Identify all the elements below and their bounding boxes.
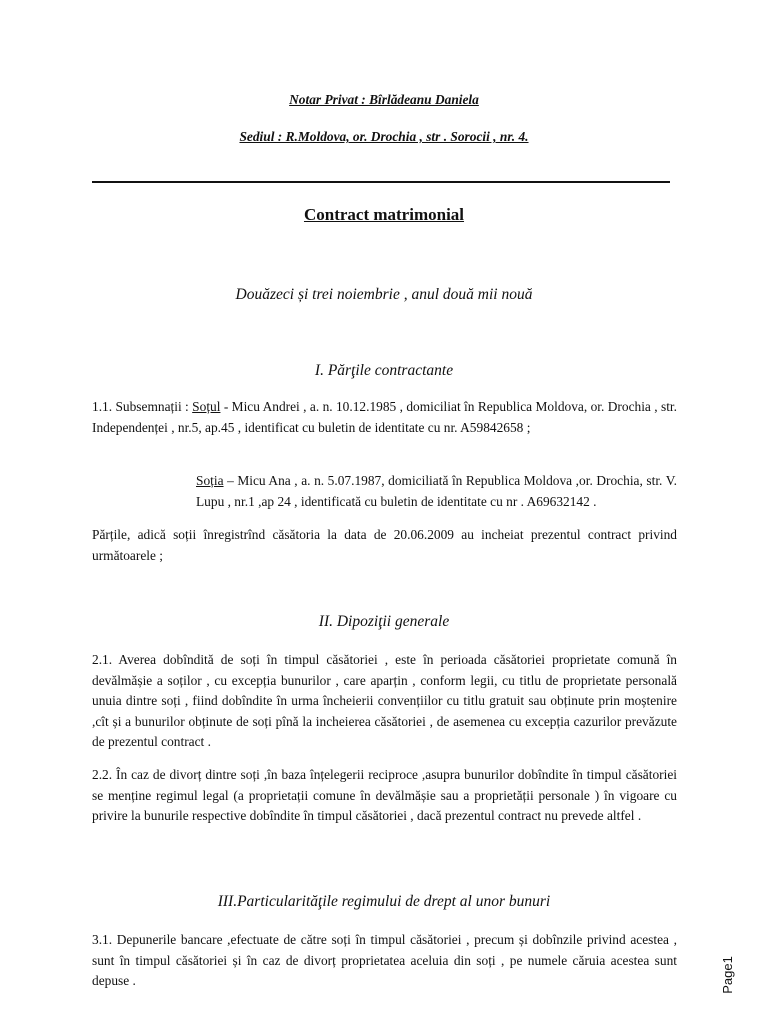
- paragraph-1-1: 1.1. Subsemnații : Soțul - Micu Andrei , a. n. 10.12.1985 , domiciliat în Republica Moldova, or. Drochia , str. Independenței , nr.5, ap.45 , identificat cu buletin de identitate cu nr. A59842658 ;: [92, 399, 677, 435]
- paragraph-wife: Soția – Micu Ana , a. n. 5.07.1987, domiciliată în Republica Moldova ,or. Drochia, str. V. Lupu , nr.1 ,ap 24 , identificată cu buletin de identitate cu nr . A69632142 .: [196, 473, 677, 509]
- document-title: Contract matrimonial: [303, 205, 465, 224]
- notary-header: Notar Privat : Bîrlădeanu Daniela: [289, 92, 479, 107]
- role-husband: Soțul: [192, 399, 221, 414]
- paragraph-3-1: 3.1. Depunerile bancare ,efectuate de către soți în timpul căsătoriei , precum și dobînzile privind acestea , sunt în timpul căsătoriei și în caz de divorț proprietatea aceluia din soți , pe numele căruia acestea sunt depuse .: [92, 932, 677, 988]
- paragraph-2-2: 2.2. În caz de divorț dintre soți ,în baza înțelegerii reciproce ,asupra bunurilor dobîndite în timpul căsătoriei se menține regimul legal (a proprietații comune în devălmășie sau a proprietății personale ) în vigoare cu privire la bunurile respective dobîndite în timpul căsătoriei , dacă prezentul contract nu prevede altfel .: [92, 767, 677, 823]
- section-heading-particularities: III.Particularităţile regimului de drept al unor bunuri: [217, 893, 551, 910]
- role-wife: Soția: [196, 473, 224, 488]
- paragraph-parties: Părțile, adică soții înregistrînd căsătoria la data de 20.06.2009 au incheiat prezentul contract privind următoarele ;: [92, 527, 677, 563]
- section-heading-parties: I. Părţile contractante: [314, 362, 454, 379]
- office-address: Sediul : R.Moldova, or. Drochia , str . Sorocii , nr. 4.: [239, 129, 529, 144]
- page-number: Page1: [719, 956, 735, 994]
- header-divider: [92, 181, 670, 183]
- contract-date: Douăzeci și trei noiembrie , anul două mii nouă: [235, 286, 533, 303]
- section-heading-general: II. Dipoziţii generale: [318, 613, 450, 630]
- paragraph-2-1: 2.1. Averea dobîndită de soți în timpul căsătoriei , este în perioada căsătoriei proprietate comună în devălmășie a soților , cu excepția bunurilor , care aparțin , conform legii, cu titlu de proprietate personală unuia dintre soți , fiind dobîndite în urma încheierii convențiilor cu titlu gratuit sau obținute prin moștenire ,cît și a bunurilor obținute de soți pînă la incheierea căsătoriei , de asemenea cu excepția cazurilor prevăzute de prezentul contract .: [92, 652, 677, 749]
